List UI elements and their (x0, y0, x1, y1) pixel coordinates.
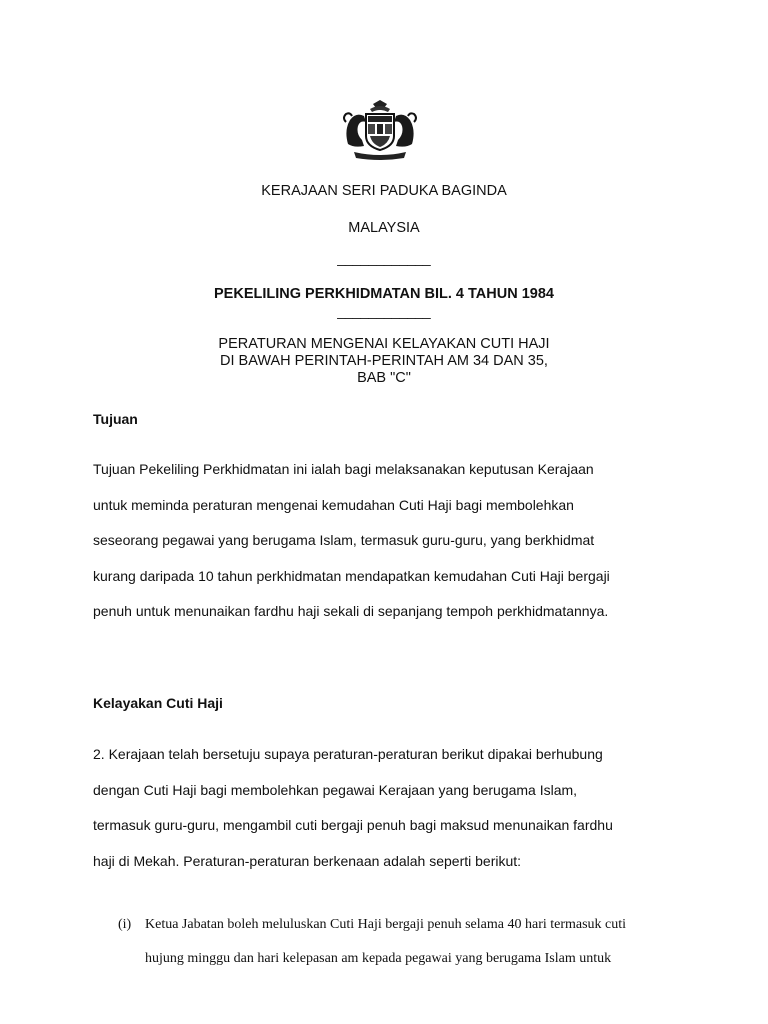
section-heading-purpose: Tujuan (93, 411, 138, 427)
malaysia-coat-of-arms-icon (340, 100, 420, 162)
paragraph-line: dengan Cuti Haji bagi membolehkan pegawai Kerajaan yang berugama Islam, (93, 781, 578, 798)
paragraph-line: penuh untuk menunaikan fardhu haji sekali di sepanjang tempoh perkhidmatannya. (93, 603, 609, 619)
subject-line: DI BAWAH PERINTAH-PERINTAH AM 34 DAN 35, (220, 353, 548, 369)
eligibility-paragraph (93, 737, 693, 879)
paragraph-line: seseorang pegawai yang berugama Islam, termasuk guru-guru, yang berkhidmat (93, 532, 595, 548)
subject-block (0, 336, 768, 387)
separator-line: ____________ (337, 303, 431, 319)
paragraph-line: untuk meminda peraturan mengenai kemudahan Cuti Haji bagi membolehkan (93, 496, 574, 513)
government-title: KERAJAAN SERI PADUKA BAGINDA (261, 183, 507, 199)
paragraph-line: termasuk guru-guru, mengambil cuti bergaji penuh bagi maksud menunaikan fardhu (93, 817, 613, 833)
list-marker: (i) (118, 917, 132, 932)
list-item-line: hujung minggu dan hari kelepasan am kepada pegawai yang berugama Islam untuk (145, 951, 612, 966)
list-item-line: Ketua Jabatan boleh meluluskan Cuti Haji bergaji penuh selama 40 hari termasuk cuti (145, 917, 627, 932)
paragraph-line: haji di Mekah. Peraturan-peraturan berkenaan adalah seperti berikut: (93, 852, 522, 869)
circular-title: PEKELILING PERKHIDMATAN BIL. 4 TAHUN 1984 (214, 286, 554, 302)
subject-line: PERATURAN MENGENAI KELAYAKAN CUTI HAJI (218, 336, 550, 352)
country-title: MALAYSIA (348, 220, 420, 236)
section-heading-eligibility: Kelayakan Cuti Haji (93, 695, 223, 711)
purpose-paragraph (93, 452, 693, 630)
paragraph-line: kurang daripada 10 tahun perkhidmatan mendapatkan kemudahan Cuti Haji bergaji (93, 567, 610, 584)
paragraph-line: 2. Kerajaan telah bersetuju supaya peraturan-peraturan berikut dipakai berhubung (93, 746, 603, 762)
paragraph-line: Tujuan Pekeliling Perkhidmatan ini ialah bagi melaksanakan keputusan Kerajaan (93, 461, 594, 477)
separator-line: ____________ (337, 250, 431, 266)
subject-line: BAB "C" (357, 370, 411, 386)
list-item-body (145, 908, 626, 976)
